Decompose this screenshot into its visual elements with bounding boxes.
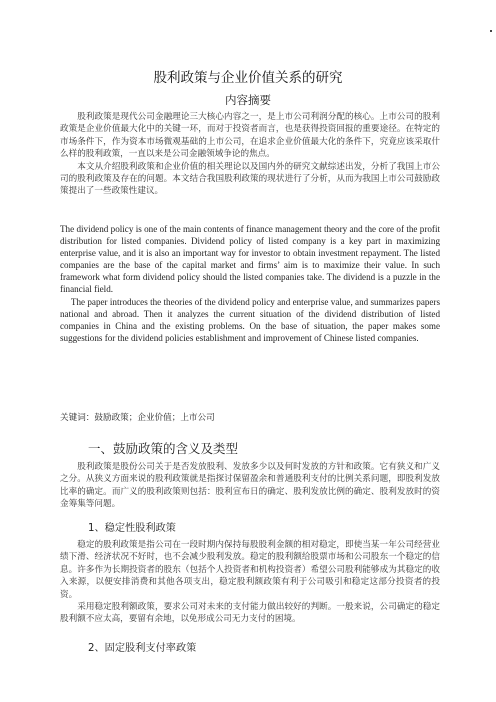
abstract-cn	[60, 111, 440, 198]
abstract-cn-paragraph-2: 本文从介绍股利政策和企业价值的相关理论以及国内外的研究文献综述出发，分析了我国上市公司的股利政策及存在的问题。本文结合我国股利政策的现状进行了分析，从而为我国上市公司鼓励政策提出了一些政策性建议。	[60, 161, 440, 197]
abstract-en-paragraph-2: The paper introduces the theories of the dividend policy and enterprise value, and summarizes papers national and abroad. Then it analyzes the current situation of the dividend distribution of listed companies in China and the existing problems. On the base of situation, the paper makes some suggestions for the dividend policies establishment and improvement of Chinese listed companies.	[60, 296, 440, 343]
subsection-1-body	[60, 539, 440, 626]
keywords: 关键词：鼓励政策；企业价值；上市公司	[60, 413, 215, 423]
subsection-1-paragraph-1: 稳定的股利政策是指公司在一段时期内保持每股股利金额的相对稳定，即使当某一年公司经营业绩下滑、经济状况不好时，也不会减少股利发放。稳定的股利额给股票市场和公司股东一个稳定的信息。许多作为长期投资者的股东（包括个人投资者和机构投资者）希望公司股利能够成为其稳定的收入来源，以便安排消费和其他各项支出，稳定股利额政策有利于公司吸引和稳定这部分投资者的投资。	[60, 540, 440, 600]
subsection-heading-2: 2、固定股利支付率政策	[88, 643, 197, 654]
subsection-1-paragraph-2: 采用稳定股利额政策，要求公司对未来的支付能力做出较好的判断。一般来说，公司确定的稳定股利额不应太高，要留有余地，以免形成公司无力支付的困境。	[60, 602, 440, 625]
corner-mark	[490, 30, 492, 32]
abstract-cn-paragraph-1: 股利政策是现代公司金融理论三大核心内容之一，是上市公司利润分配的核心。上市公司的股利政策是企业价值最大化中的关键一环，而对于投资者而言，也是获得投资回报的重要途径。在特定的市场条件下，作为资本市场微观基础的上市公司，在追求企业价值最大化的条件下，究竟应该采取什么样的股利政策，一直以来是公司金融领域争论的焦点。	[60, 112, 440, 160]
abstract-heading: 内容摘要	[225, 93, 271, 107]
abstract-en	[60, 223, 440, 344]
subsection-heading-1: 1、稳定性股利政策	[88, 523, 176, 534]
section-1-paragraph: 股利政策是股份公司关于是否发放股利、发放多少以及何时发放的方针和政策。它有狭义和广义之分。从狭义方面来说的股利政策就是指探讨保留盈余和普通股利支付的比例关系问题，即股利发放比率的确定。而广义的股利政策则包括：股利宣布日的确定、股利发放比例的确定、股利发放时的资金筹集等问题。	[60, 462, 440, 510]
page-title: 股利政策与企业价值关系的研究	[153, 70, 343, 86]
abstract-en-paragraph-1: The dividend policy is one of the main contents of finance management theory and the core of the profit distribution for listed companies. Dividend policy of listed company is a key part in maximizing enterprise value, and it is also an important way for investor to obtain investment repayment. The listed companies are the base of the capital market and firms’ aim is to maximize their value. In such framework what form dividend policy should the listed companies take. The dividend is a puzzle in the financial field.	[60, 224, 440, 295]
section-heading-1: 一、鼓励政策的含义及类型	[88, 441, 239, 456]
section-1-body	[60, 461, 440, 511]
